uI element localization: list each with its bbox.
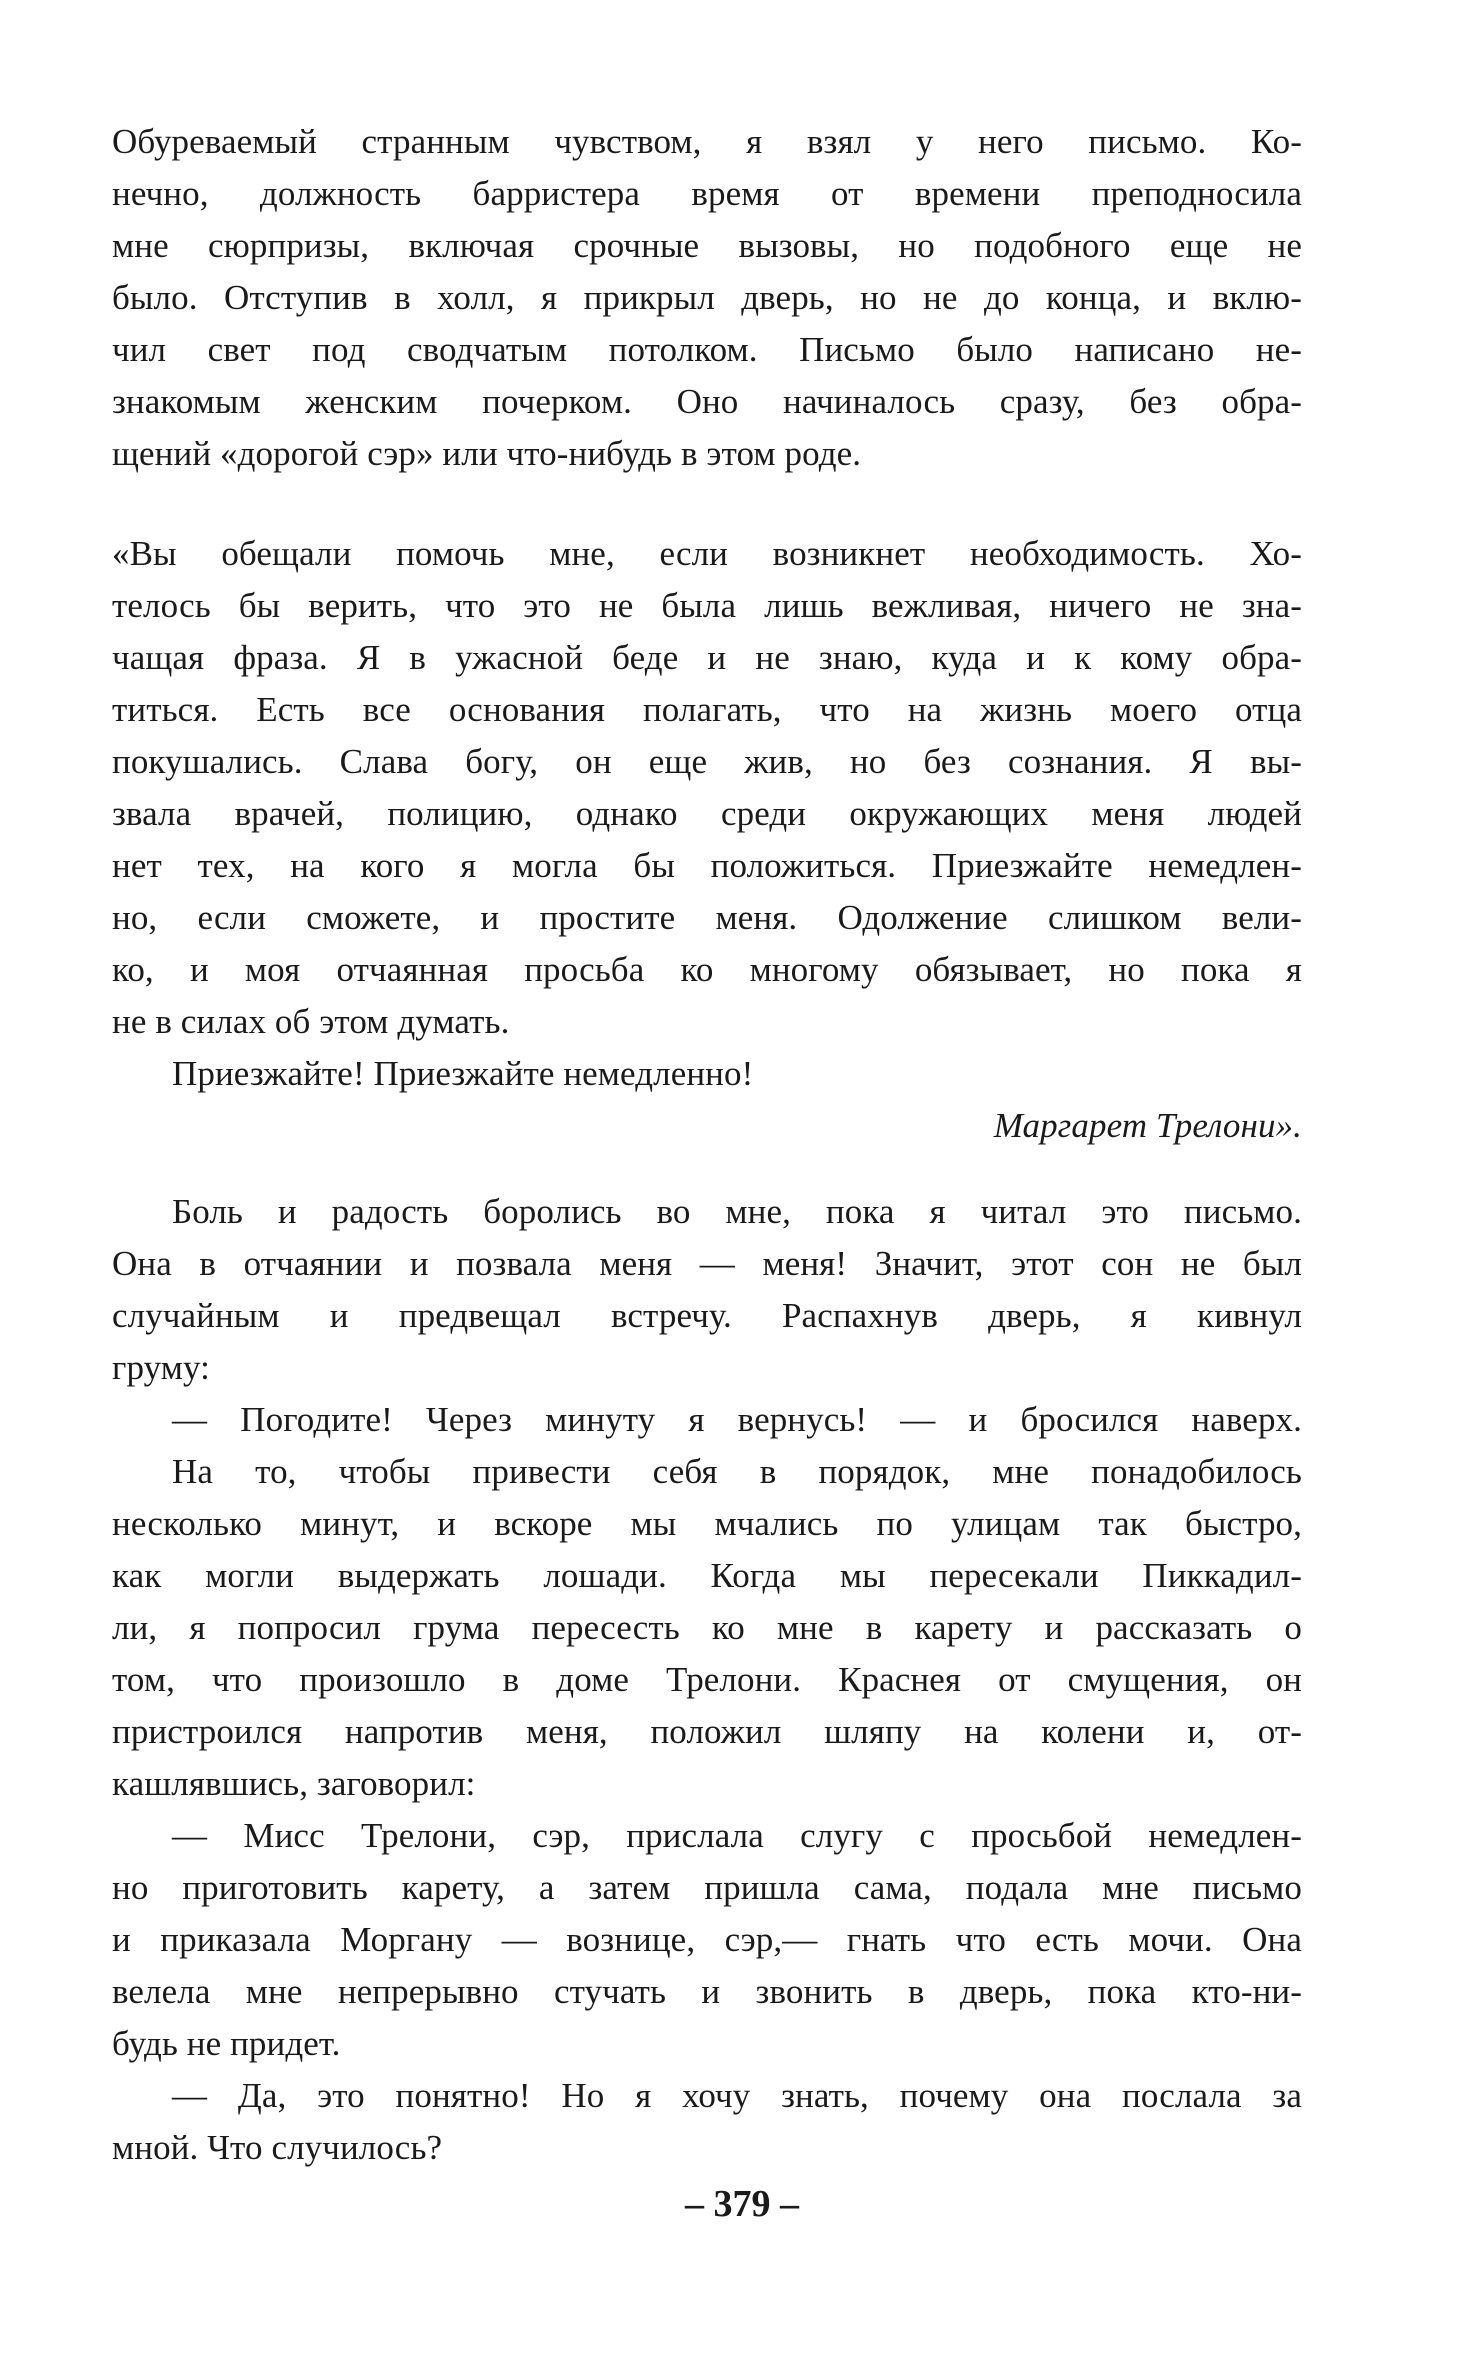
text-line: нечно, должность барристера время от времени преподносила [112,174,1302,213]
text-line: Она в отчаянии и позвала меня — меня! Значит, этот сон не был [112,1244,1302,1283]
text-line: знакомым женским почерком. Оно начиналось сразу, без обра- [112,382,1302,421]
letter-text [112,528,1302,1152]
text-line: будь не придет. [112,2024,341,2063]
text-line: как могли выдержать лошади. Когда мы пересекали Пиккадил- [112,1556,1302,1595]
paragraph-narration [112,116,1302,480]
text-line: нет тех, на кого я могла бы положиться. Приезжайте немедлен- [112,846,1302,885]
text-line: чил свет под сводчатым потолком. Письмо было написано не- [112,330,1302,369]
dialogue-line: — Погодите! Через минуту я вернусь! — и бросился наверх. [172,1400,1302,1439]
text-line: пристроился напротив меня, положил шляпу на колени и, от- [112,1712,1302,1751]
text-line: Боль и радость боролись во мне, пока я читал это письмо. [172,1192,1302,1231]
text-line: ко, и моя отчаянная просьба ко многому обязывает, но пока я [112,950,1302,989]
text-line: звала врачей, полицию, однако среди окружающих меня людей [112,794,1302,833]
text-line: покушались. Слава богу, он еще жив, но без сознания. Я вы- [112,742,1302,781]
letter-signature: Маргарет Трелони». [993,1106,1302,1145]
text-line: ли, я попросил грума пересесть ко мне в карету и рассказать о [112,1608,1302,1647]
text-line: но, если сможете, и простите меня. Одолжение слишком вели- [112,898,1302,937]
text-line: На то, чтобы привести себя в порядок, мне понадобилось [172,1452,1302,1491]
text-line: мне сюрпризы, включая срочные вызовы, но подобного еще не [112,226,1302,265]
text-line: мной. Что случилось? [112,2128,443,2167]
text-line: но приготовить карету, а затем пришла сама, подала мне письмо [112,1868,1302,1907]
dialogue-line: — Да, это понятно! Но я хочу знать, почему она послала за [172,2076,1302,2115]
text-line: груму: [112,1348,210,1387]
text-line: Приезжайте! Приезжайте немедленно! [172,1054,754,1093]
text-line: чащая фраза. Я в ужасной беде и не знаю, куда и к кому обра- [112,638,1302,677]
dialogue-line: — Мисс Трелони, сэр, прислала слугу с просьбой немедлен- [172,1816,1302,1855]
text-line: том, что произошло в доме Трелони. Краснея от смущения, он [112,1660,1302,1699]
text-line: телось бы верить, что это не была лишь вежливая, ничего не зна- [112,586,1302,625]
text-line: случайным и предвещал встречу. Распахнув дверь, я кивнул [112,1296,1302,1335]
text-line: не в силах об этом думать. [112,1002,510,1041]
text-line: Обуреваемый странным чувством, я взял у него письмо. Ко- [112,122,1302,161]
text-line: щений «дорогой сэр» или что-нибудь в этом роде. [112,434,862,473]
text-line: было. Отступив в холл, я прикрыл дверь, но не до конца, и вклю- [112,278,1302,317]
text-line: «Вы обещали помочь мне, если возникнет необходимость. Хо- [112,534,1302,573]
text-line: кашлявшись, заговорил: [112,1764,476,1803]
text-line: велела мне непрерывно стучать и звонить в дверь, пока кто-ни- [112,1972,1302,2011]
paragraph-narration-continued [112,1186,1302,2174]
text-line: титься. Есть все основания полагать, что на жизнь моего отца [112,690,1302,729]
text-line: несколько минут, и вскоре мы мчались по улицам так быстро, [112,1504,1302,1543]
page-number: – 379 – [685,2183,799,2225]
text-line: и приказала Моргану — вознице, сэр,— гнать что есть мочи. Она [112,1920,1302,1959]
